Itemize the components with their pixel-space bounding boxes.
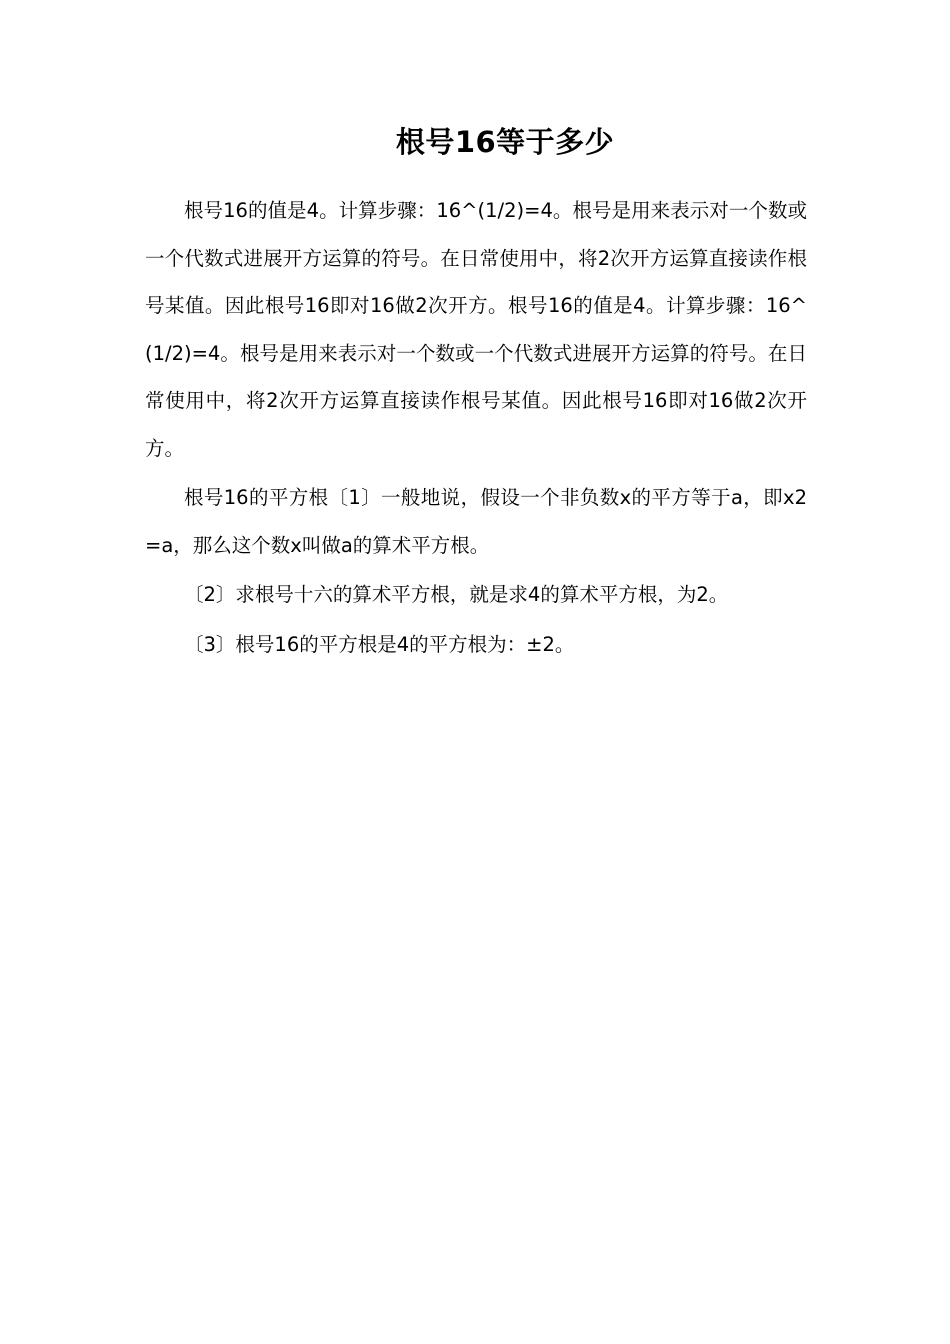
document-title: 根号16等于多少 [395, 125, 615, 159]
paragraph-point-3: 〔3〕根号16的平方根是4的平方根为：±2。 [184, 632, 575, 656]
document-body [145, 187, 807, 670]
paragraph-point-2: 〔2〕求根号十六的算术平方根，就是求4的算术平方根，为2。 [184, 583, 729, 606]
paragraph-point-1: 根号16的平方根〔1〕一般地说，假设一个非负数x的平方等于a，即x2=a，那么这个数x叫做a的算术平方根。 [145, 486, 807, 557]
paragraph-intro: 根号16的值是4。计算步骤：16^(1/2)=4。根号是用来表示对一个数或一个代数式进展开方运算的符号。在日常使用中，将2次开方运算直接读作根号某值。因此根号16即对16做2次开方。根号16的值是4。计算步骤：16^(1/2)=4。根号是用来表示对一个数或一个代数式进展开方运算的符号。在日常使用中，将2次开方运算直接读作根号某值。因此根号16即对16做2次开方。 [145, 199, 807, 460]
